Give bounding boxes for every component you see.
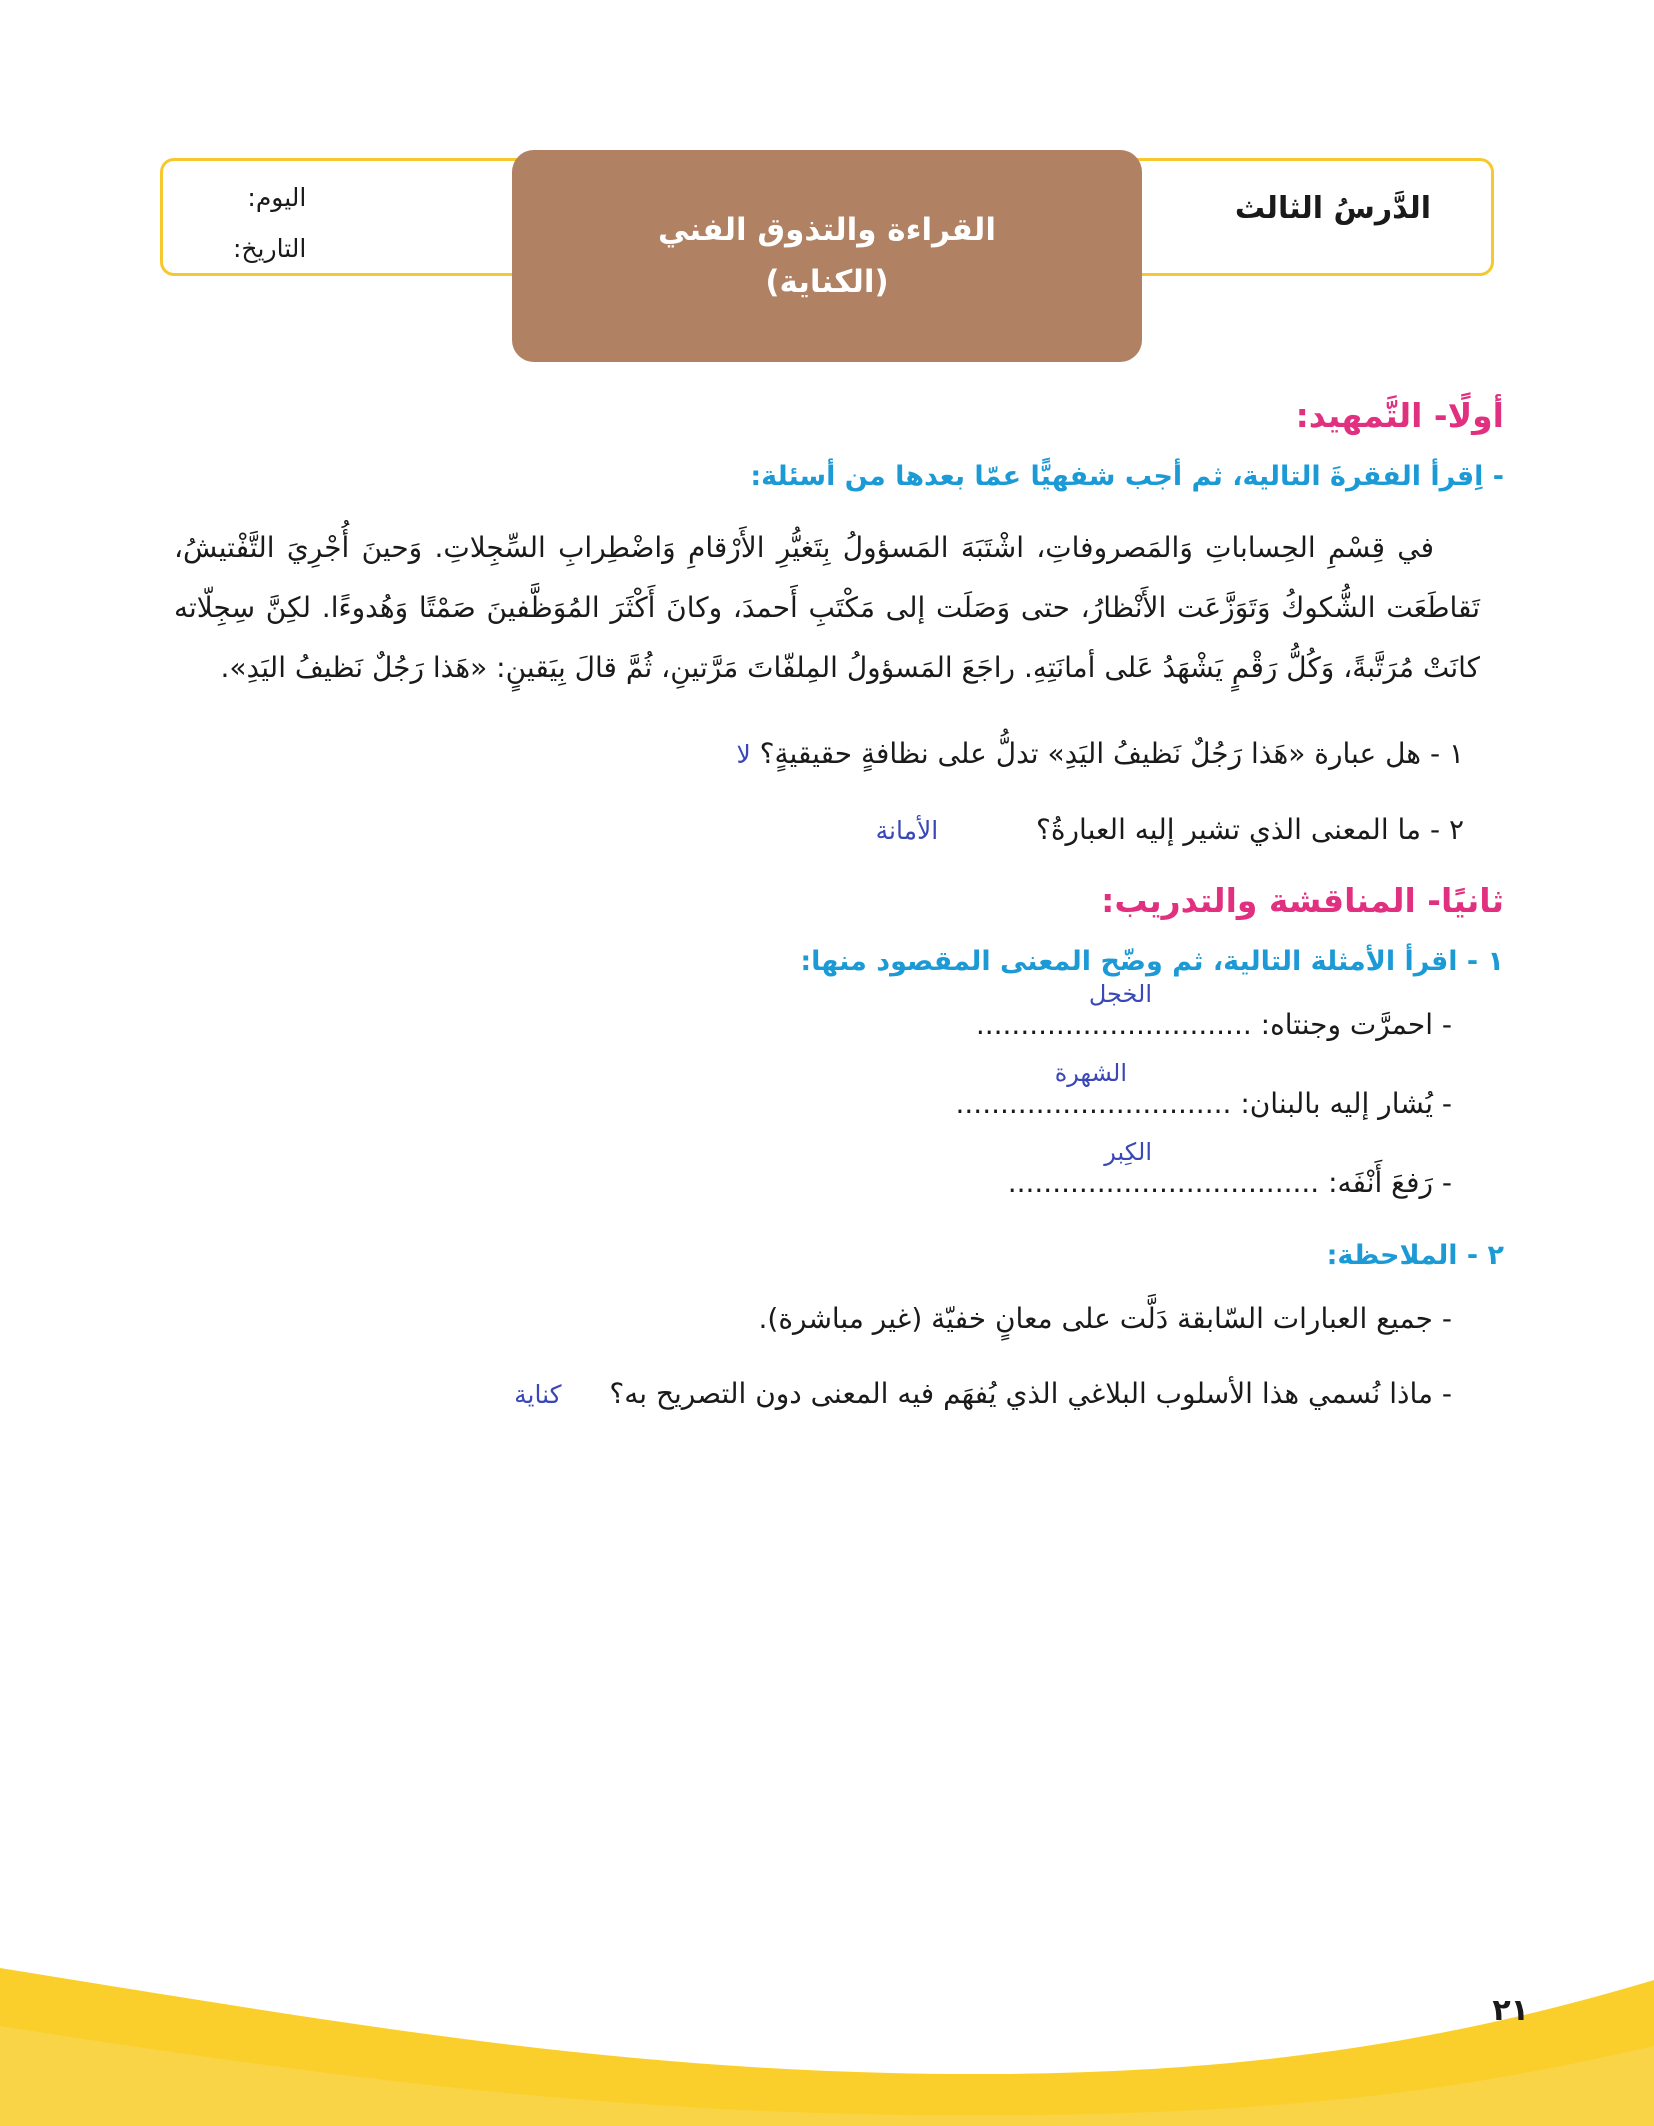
day-label: اليوم: <box>247 183 307 212</box>
reading-paragraph: في قِسْمِ الحِساباتِ وَالمَصروفاتِ، اشْتَبَهَ المَسؤولُ بِتَغيُّرِ الأَرْقامِ وَاضْطِرابِ السِّجِلاتِ. وَحينَ أُجْرِيَ التَّفْتيشُ، تَقاطَعَت الشُّكوكُ وَتَوَزَّعَت الأَنْظارُ، حتى وَصَلَت إلى مَكْتَبِ أَحمدَ، وكانَ أَكْثَرَ المُوَظَّفينَ صَمْتًا وَهُدوءًا. لكِنَّ سِجِلّاته كانَتْ مُرَتَّبةً، وَكُلُّ رَقْمٍ يَشْهَدُ عَلى أمانَتِهِ. راجَعَ المَسؤولُ المِلفّاتَ مَرَّتينِ، ثُمَّ قالَ بِيَقينٍ: «هَذا رَجُلٌ نَظيفُ اليَدِ». <box>174 531 1480 685</box>
badge-line-2: (الكناية) <box>765 264 889 300</box>
reading-instruction: - اِقرأ الفقرةَ التالية، ثم أجب شفهيًّا عمّا بعدها من أسئلة: <box>750 461 1504 492</box>
observation-item <box>202 1372 1452 1417</box>
example-text: - احمرَّت وجنتاه: ............................... <box>975 1008 1452 1042</box>
question-text: ١ - هل عبارة «هَذا رَجُلٌ نَظيفُ اليَدِ» تدلُّ على نظافةٍ حقيقيةٍ؟ <box>759 736 1464 770</box>
question-answer: لا <box>736 739 751 769</box>
question-answer: الأمانة <box>875 815 939 845</box>
observation-text: - ماذا نُسمي هذا الأسلوب البلاغي الذي يُفهَم فيه المعنى دون التصريح به؟ <box>609 1376 1452 1410</box>
page-header <box>160 150 1494 300</box>
page-number: ٢١ <box>1492 1993 1529 2028</box>
example-answer: الكِبر <box>1104 1137 1152 1166</box>
lesson-content <box>150 370 1504 1446</box>
question-text: ٢ - ما المعنى الذي تشير إليه العبارةُ؟ <box>1036 812 1464 846</box>
section-heading-first: أولًا- التَّمهيد: <box>1295 396 1504 435</box>
observation-text: - جميع العبارات السّابقة دَلَّت على معانٍ خفيّة (غير مباشرة). <box>758 1301 1452 1335</box>
example-item <box>202 1137 1452 1206</box>
example-text: - رَفعَ أَنْفَه: ................................... <box>1007 1165 1452 1199</box>
example-item <box>202 1059 1452 1127</box>
question-item <box>190 729 1464 779</box>
section-heading-second: ثانيًا- المناقشة والتدريب: <box>1101 881 1504 921</box>
footer-decoration <box>0 1876 1654 2126</box>
example-answer: الخجل <box>1088 980 1152 1009</box>
footer-wave-shape <box>0 1876 1654 2126</box>
lesson-title: الدَّرسُ الثالث <box>1234 191 1431 226</box>
observation-answer: كناية <box>514 1379 562 1409</box>
example-answer: الشهرة <box>1054 1059 1127 1088</box>
header-meta <box>233 183 306 285</box>
observation-heading: ٢ - الملاحظة: <box>1326 1239 1504 1271</box>
observation-item <box>202 1297 1452 1342</box>
date-label: التاريخ: <box>233 234 307 263</box>
lesson-topic-badge <box>512 150 1142 362</box>
example-text: - يُشار إليه بالبنان: ............................... <box>955 1087 1452 1121</box>
question-item <box>190 805 1464 855</box>
example-item <box>202 980 1452 1048</box>
exercise-instruction: ١ - اقرأ الأمثلة التالية، ثم وضّح المعنى المقصود منها: <box>800 946 1504 978</box>
badge-line-1: القراءة والتذوق الفني <box>658 212 996 248</box>
